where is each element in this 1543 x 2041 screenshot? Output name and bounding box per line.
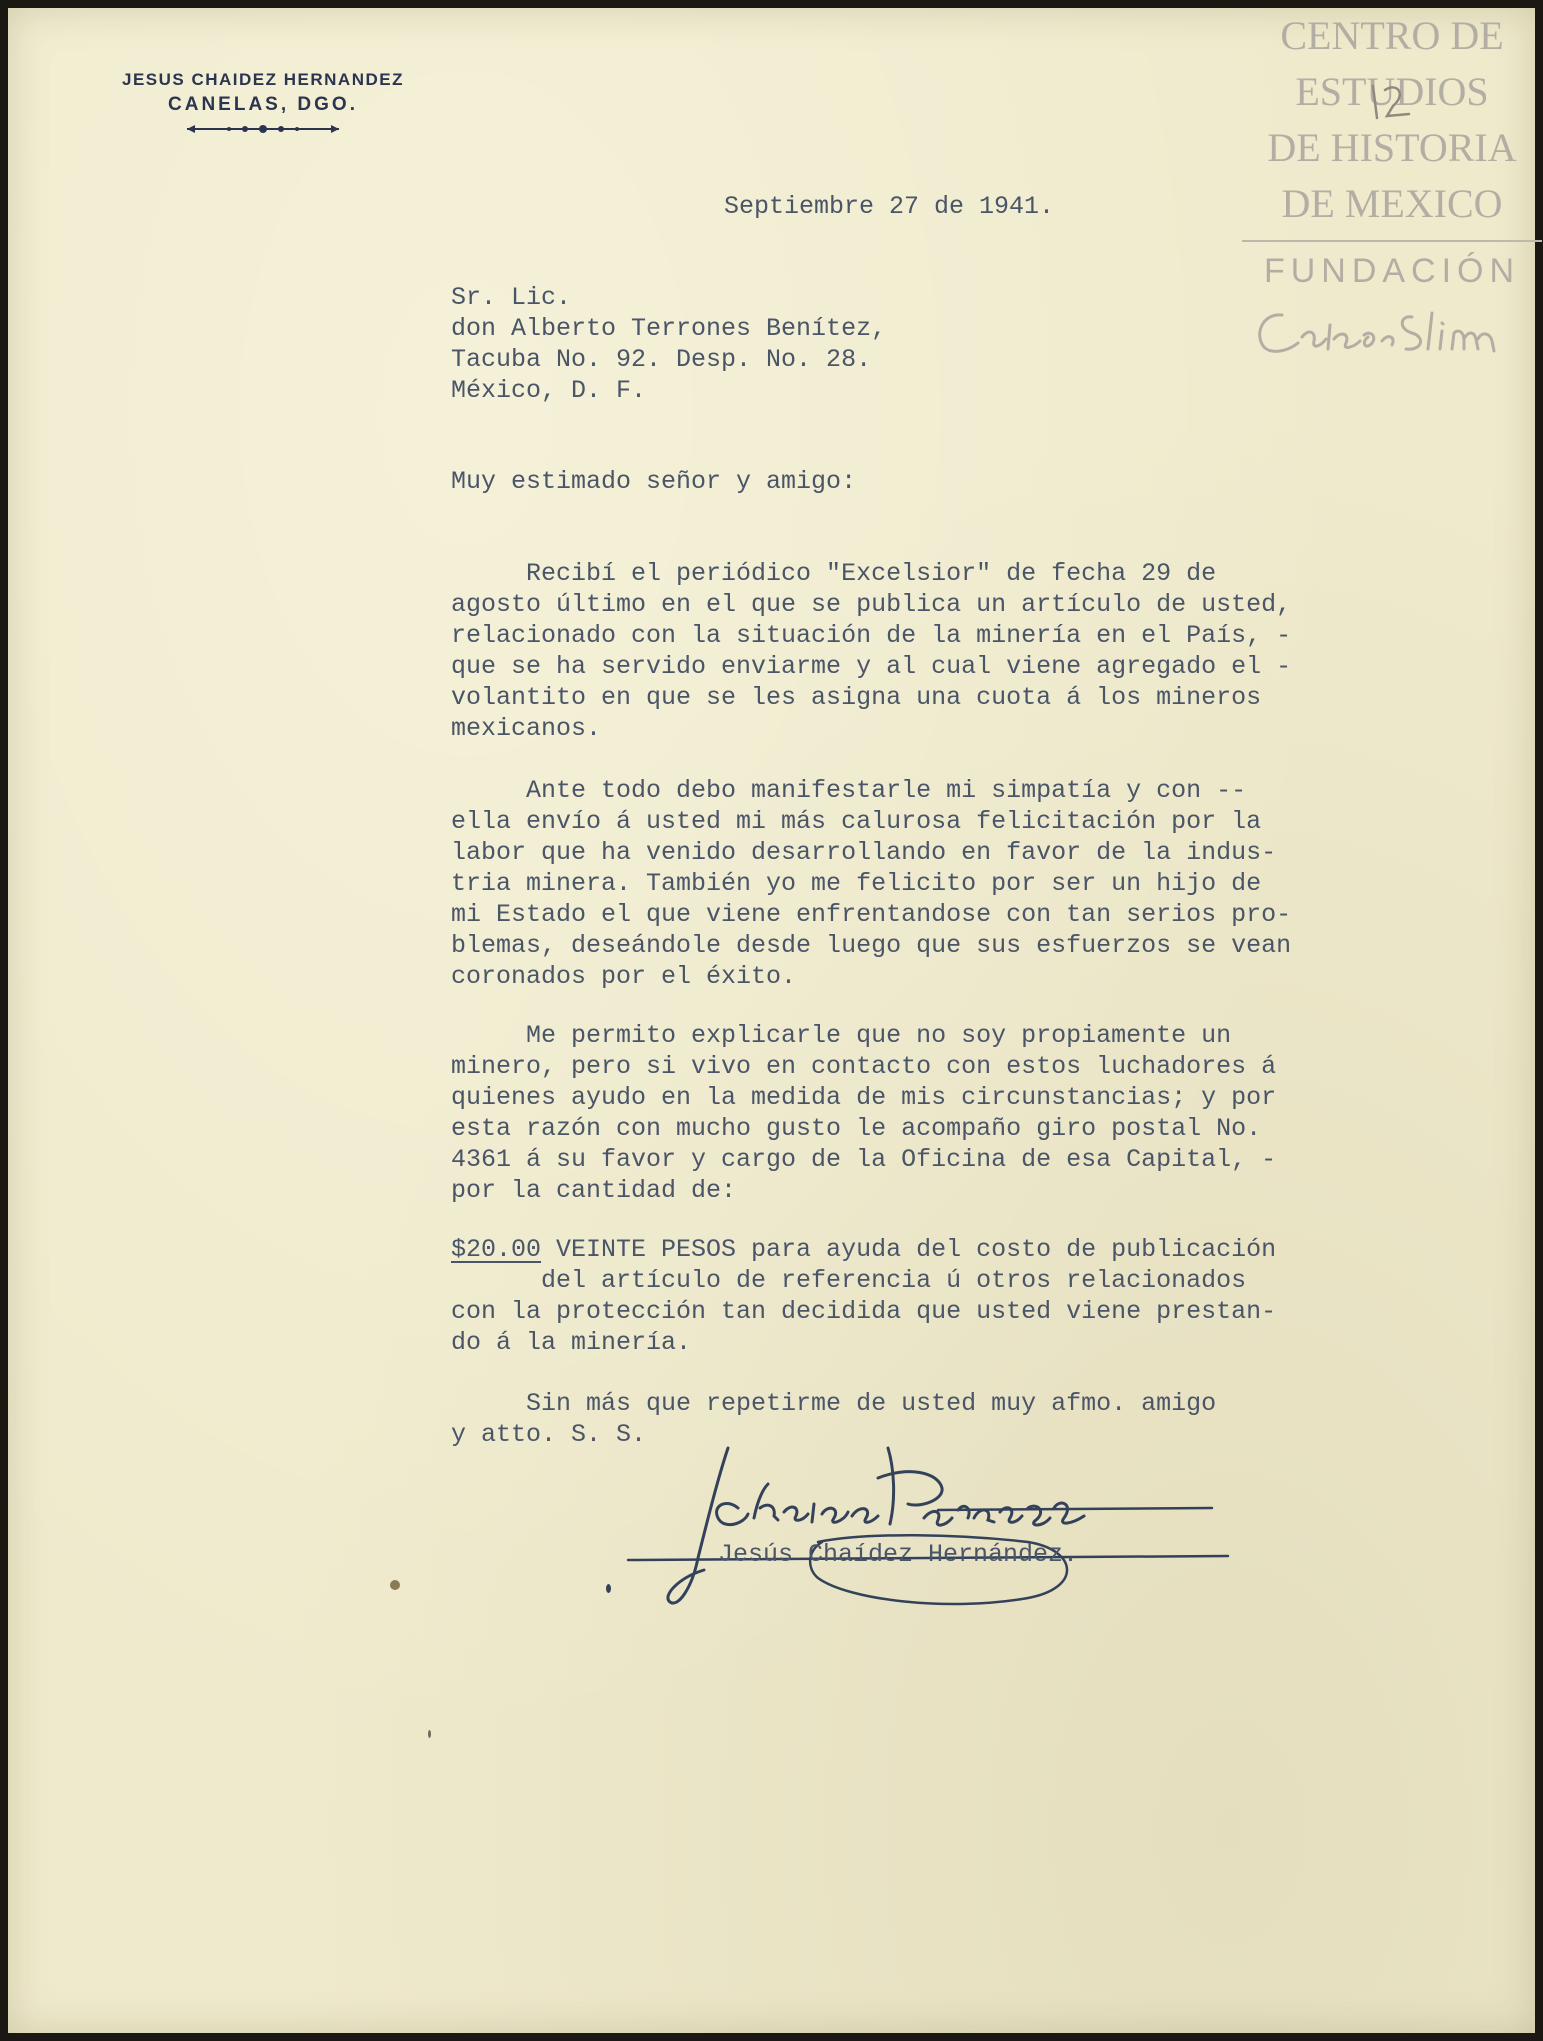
paragraph-line: Me permito explicarle que no soy propiamente un [451, 1021, 1232, 1050]
stamp-line-2: ESTUDIOS [1295, 69, 1489, 114]
paragraph-line: mexicanos. [451, 714, 602, 743]
letterhead-place: CANELAS, DGO. [168, 94, 358, 115]
signer-name: Jesús Chaídez Hernández. [718, 1540, 1079, 1569]
stamp-line-3: DE HISTORIA [1267, 125, 1517, 170]
carlos-slim-signature-icon [1242, 295, 1542, 365]
paragraph-line: relacionado con la situación de la minería en el País, - [451, 621, 1292, 650]
paragraph-line: Ante todo debo manifestarle mi simpatía y con -- [451, 776, 1247, 805]
signature-block [608, 1438, 1248, 1618]
paragraph-line: quienes ayudo en la medida de mis circunstancias; y por [451, 1083, 1277, 1112]
recipient-line: Tacuba No. 92. Desp. No. 28. [451, 345, 872, 374]
paragraph-line: coronados por el éxito. [451, 962, 797, 991]
handwritten-signature-icon [608, 1438, 1248, 1618]
recipient-line: don Alberto Terrones Benítez, [451, 314, 887, 343]
closing-line: Sin más que repetirme de usted muy afmo. amigo [451, 1389, 1217, 1418]
paragraph-line: blemas, deseándole desde luego que sus esfuerzos se vean [451, 931, 1292, 960]
paragraph-line: que se ha servido enviarme y al cual viene agregado el - [451, 652, 1292, 681]
letter-sheet [8, 8, 1535, 2033]
letterhead [78, 70, 448, 136]
amount: $20.00 [451, 1235, 542, 1264]
paragraph-line: ella envío á usted mi más calurosa felicitación por la [451, 807, 1262, 836]
paragraph-4 [451, 1234, 1276, 1358]
salutation: Muy estimado señor y amigo: [451, 467, 857, 496]
paragraph-line: agosto último en el que se publica un artículo de usted, [451, 590, 1292, 619]
paragraph-3 [451, 1020, 1276, 1206]
stamp-line-1: CENTRO DE [1280, 13, 1504, 58]
stamp-divider [1242, 240, 1542, 242]
paragraph-line: volantito en que se les asigna una cuota á los mineros [451, 683, 1262, 712]
paragraph-line: Recibí el periódico "Excelsior" de fecha 29 de [451, 559, 1217, 588]
letter-date: Septiembre 27 de 1941. [724, 192, 1055, 221]
paragraph-line: por la cantidad de: [451, 1176, 737, 1205]
archive-stamp [1242, 8, 1542, 365]
page-number-mark-icon [1363, 76, 1423, 126]
amount-line [451, 1234, 1276, 1265]
recipient-line: México, D. F. [451, 376, 647, 405]
stamp-line-4: DE MEXICO [1281, 181, 1503, 226]
paragraph-line: esta razón con mucho gusto le acompaño giro postal No. [451, 1114, 1262, 1143]
recipient-address [451, 282, 886, 406]
letterhead-ornament-icon [183, 122, 343, 136]
amount-description: VEINTE PESOS para ayuda del costo de publicación [541, 1235, 1277, 1264]
paragraph-line: 4361 á su favor y cargo de la Oficina de esa Capital, - [451, 1145, 1277, 1174]
paper-speck [606, 1584, 611, 1593]
paper-speck [428, 1730, 431, 1738]
paragraph-line: del artículo de referencia ú otros relacionados [451, 1266, 1247, 1295]
paragraph-line: mi Estado el que viene enfrentandose con tan serios pro- [451, 900, 1292, 929]
recipient-line: Sr. Lic. [451, 283, 572, 312]
paragraph-2 [451, 775, 1291, 992]
paragraph-line: tria minera. También yo me felicito por ser un hijo de [451, 869, 1262, 898]
paragraph-1 [451, 558, 1291, 744]
paragraph-line: con la protección tan decidida que usted viene prestan- [451, 1297, 1277, 1326]
stamp-foundation: FUNDACIÓN [1263, 252, 1521, 290]
letterhead-name: JESUS CHAIDEZ HERNANDEZ [122, 70, 404, 89]
paragraph-line: labor que ha venido desarrollando en favor de la indus- [451, 838, 1277, 867]
paragraph-line: do á la minería. [451, 1328, 692, 1357]
paper-speck [390, 1580, 400, 1590]
closing-line: y atto. S. S. [451, 1420, 647, 1449]
paragraph-line: minero, pero si vivo en contacto con estos luchadores á [451, 1052, 1277, 1081]
